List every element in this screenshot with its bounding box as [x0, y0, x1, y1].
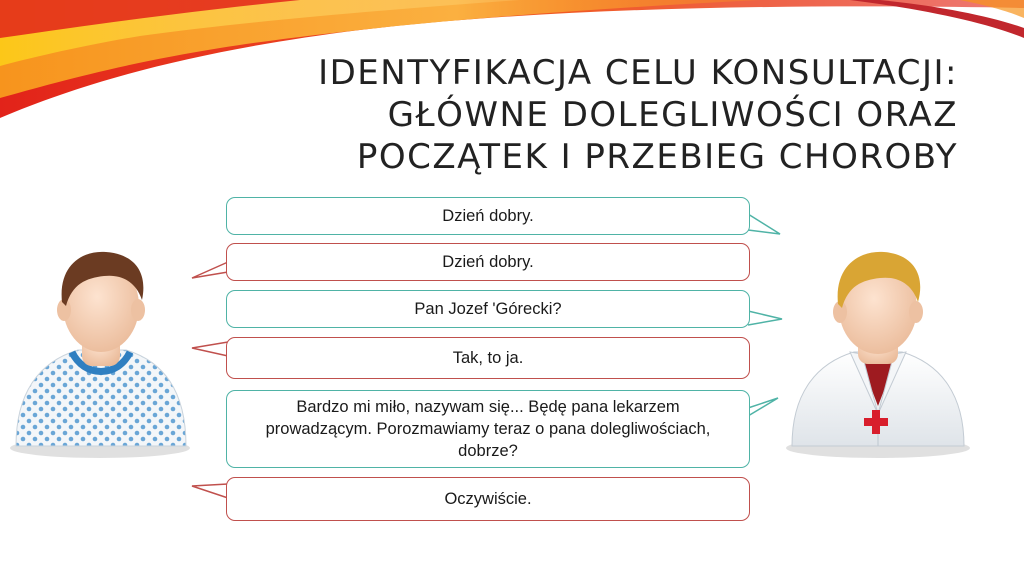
slide-title [238, 52, 958, 178]
dialogue-bubble-patient-1: Dzień dobry. [226, 243, 750, 281]
patient-icon [8, 244, 198, 460]
dialogue-bubble-doctor-1: Dzień dobry. [226, 197, 750, 235]
doctor-icon [778, 246, 978, 460]
dialogue-bubble-doctor-3: Bardzo mi miło, nazywam się... Będę pana lekarzem prowadzącym. Porozmawiamy teraz o pana dolegliwościach, dobrze? [226, 390, 750, 468]
dialogue-bubble-doctor-2: Pan Jozef 'Górecki? [226, 290, 750, 328]
title-line-3: POCZĄTEK I PRZEBIEG CHOROBY [356, 137, 958, 177]
dialogue-bubble-patient-3: Oczywiście. [226, 477, 750, 521]
title-line-2: GŁÓWNE DOLEGLIWOŚCI ORAZ [387, 95, 958, 135]
dialogue-bubble-patient-2: Tak, to ja. [226, 337, 750, 379]
title-line-1: IDENTYFIKACJA CELU KONSULTACJI: [318, 53, 958, 93]
